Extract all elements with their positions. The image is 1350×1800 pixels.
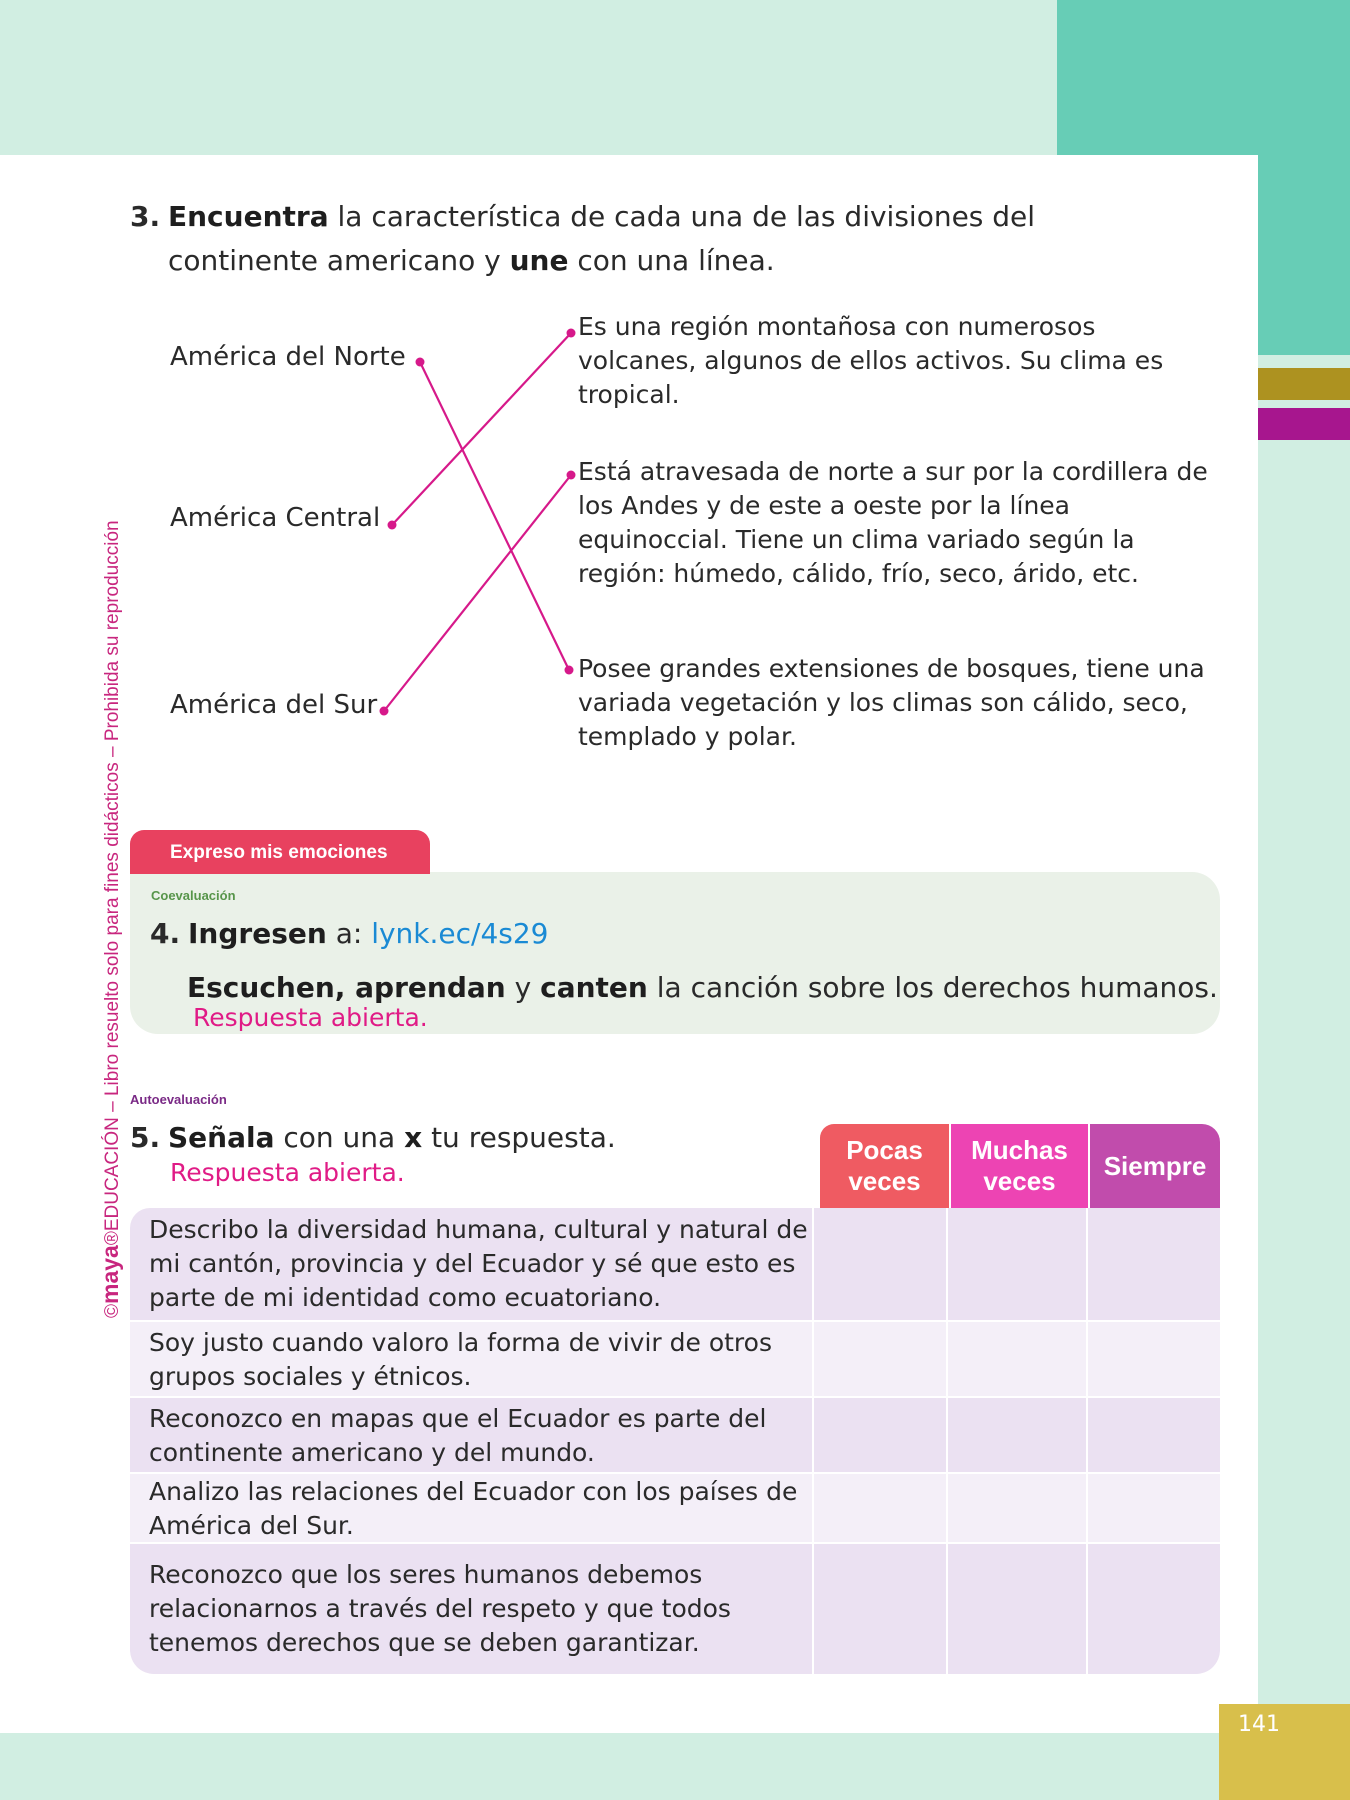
cell-pocas-veces[interactable] xyxy=(812,1208,945,1320)
cell-siempre[interactable] xyxy=(1086,1208,1220,1320)
section-tab-emociones: Expreso mis emociones xyxy=(130,830,430,874)
row-statement: Describo la diversidad humana, cultural y natural de mi cantón, provincia y del Ecuador y sé que esto es parte de mi identidad como ecuatoriano. xyxy=(149,1215,808,1312)
cell-muchas-veces[interactable] xyxy=(946,1544,1086,1674)
cell-siempre[interactable] xyxy=(1086,1398,1220,1474)
dot-central xyxy=(388,521,397,530)
q5-text-1: con una xyxy=(274,1121,405,1154)
q3-text-3: con una línea. xyxy=(568,244,775,277)
cell-pocas-veces[interactable] xyxy=(812,1544,945,1674)
match-left-norte[interactable]: América del Norte xyxy=(170,342,406,372)
dot-right-2 xyxy=(567,471,576,480)
column-header-muchas-veces: Muchas veces xyxy=(951,1124,1088,1208)
cell-pocas-veces[interactable] xyxy=(812,1322,945,1398)
autoevaluation-label: Autoevaluación xyxy=(130,1092,227,1107)
line-sur-to-2 xyxy=(384,475,571,711)
q5-x: x xyxy=(404,1121,423,1154)
column-header-siempre: Siempre xyxy=(1090,1124,1220,1208)
brand-logo: maya xyxy=(97,1245,123,1304)
q4-text: a: xyxy=(326,917,372,950)
q3-text-2: continente americano y xyxy=(168,244,510,277)
q3-verb: Encuentra xyxy=(168,200,329,233)
question-4-number: 4. xyxy=(150,917,181,950)
cell-muchas-veces[interactable] xyxy=(946,1322,1086,1398)
table-row xyxy=(130,1396,1220,1474)
cell-muchas-veces[interactable] xyxy=(946,1474,1086,1544)
q3-text-1: la característica de cada una de las divisiones del xyxy=(328,200,1036,233)
table-row xyxy=(130,1320,1220,1398)
cell-pocas-veces[interactable] xyxy=(812,1474,945,1544)
dot-right-1 xyxy=(567,329,576,338)
q4-answer: Respuesta abierta. xyxy=(193,1003,428,1032)
q3-verb-2: une xyxy=(509,244,569,277)
cell-siempre[interactable] xyxy=(1086,1544,1220,1674)
question-5-number: 5. xyxy=(130,1121,161,1154)
table-row xyxy=(130,1542,1220,1674)
q4-verb: Ingresen xyxy=(188,917,327,950)
dot-sur xyxy=(380,707,389,716)
copyright-symbol: © xyxy=(102,1304,123,1318)
match-left-sur[interactable]: América del Sur xyxy=(170,690,378,720)
question-3-number: 3. xyxy=(130,200,161,233)
dot-norte xyxy=(416,358,425,367)
q4-verb-3: canten xyxy=(540,971,648,1004)
cell-muchas-veces[interactable] xyxy=(946,1208,1086,1320)
row-statement: Soy justo cuando valoro la forma de vivir de otros grupos sociales y étnicos. xyxy=(149,1328,772,1391)
match-right-2[interactable]: Está atravesada de norte a sur por la cordillera de los Andes y de este a oeste por la línea equinoccial. Tiene un clima variado según la región: húmedo, cálido, frío, seco, árido, etc. xyxy=(578,457,1208,588)
cell-muchas-veces[interactable] xyxy=(946,1398,1086,1474)
q4-verbs: Escuchen, aprendan xyxy=(187,971,506,1004)
cell-siempre[interactable] xyxy=(1086,1474,1220,1544)
song-link[interactable]: lynk.ec/4s29 xyxy=(371,917,549,950)
match-right-3[interactable]: Posee grandes extensiones de bosques, tiene una variada vegetación y los climas son cálido, seco, templado y polar. xyxy=(578,654,1205,751)
page-number: 141 xyxy=(1238,1712,1280,1737)
dot-right-3 xyxy=(565,666,574,675)
question-5 xyxy=(130,1116,616,1160)
q5-verb: Señala xyxy=(168,1121,275,1154)
match-right-1[interactable]: Es una región montañosa con numerosos volcanes, algunos de ellos activos. Su clima es tropical. xyxy=(578,312,1164,409)
q4-text-2: y xyxy=(505,971,541,1004)
question-4 xyxy=(150,912,549,956)
cell-pocas-veces[interactable] xyxy=(812,1398,945,1474)
row-statement: Reconozco en mapas que el Ecuador es parte del continente americano y del mundo. xyxy=(149,1404,767,1467)
table-row xyxy=(130,1472,1220,1544)
q4-text-3: la canción sobre los derechos humanos. xyxy=(647,971,1218,1004)
line-norte-to-3 xyxy=(420,362,569,670)
copyright-text: ®EDUCACIÓN – Libro resuelto solo para fines didácticos – Prohibida su reproducción xyxy=(102,520,123,1246)
row-statement: Analizo las relaciones del Ecuador con los países de América del Sur. xyxy=(149,1477,798,1540)
coevaluation-label: Coevaluación xyxy=(151,888,236,903)
q5-answer: Respuesta abierta. xyxy=(170,1158,405,1187)
q5-text-2: tu respuesta. xyxy=(422,1121,616,1154)
table-row xyxy=(130,1208,1220,1320)
row-statement: Reconozco que los seres humanos debemos relacionarnos a través del respeto y que todos tenemos derechos que se deben garantizar. xyxy=(149,1560,731,1657)
cell-siempre[interactable] xyxy=(1086,1322,1220,1398)
column-header-pocas-veces: Pocas veces xyxy=(820,1124,949,1208)
match-left-central[interactable]: América Central xyxy=(170,503,381,533)
